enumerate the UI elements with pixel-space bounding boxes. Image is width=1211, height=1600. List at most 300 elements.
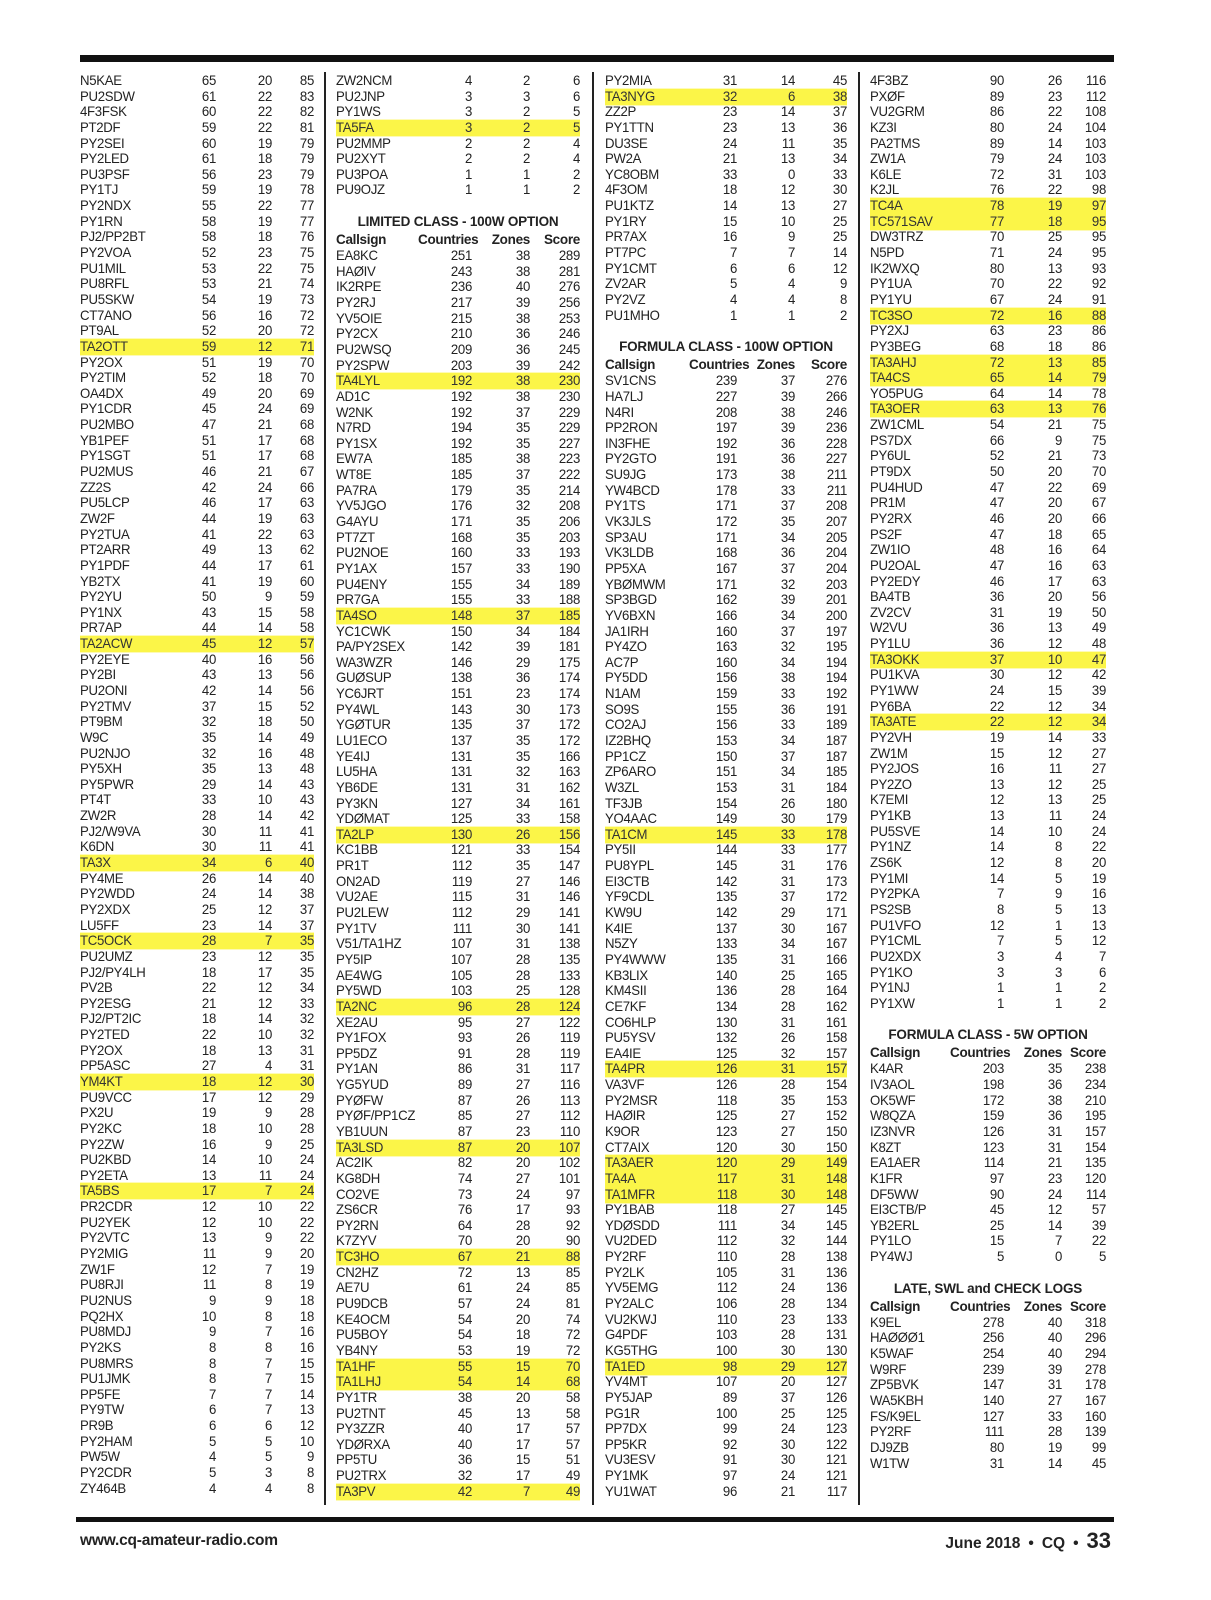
callsign: PT9BM (80, 713, 123, 730)
callsign: PY2RJ (336, 294, 376, 311)
callsign: VK3LDB (605, 544, 654, 561)
result-row (605, 245, 847, 261)
countries: 5 (996, 1248, 1004, 1265)
countries: 61 (201, 150, 216, 167)
zones: 30 (780, 920, 795, 937)
countries: 53 (201, 260, 216, 277)
countries: 49 (201, 541, 216, 558)
score: 281 (558, 263, 580, 280)
result-row (605, 213, 847, 229)
callsign: PU1KTZ (605, 197, 654, 214)
score: 184 (558, 623, 580, 639)
countries: 89 (989, 88, 1004, 104)
score: 205 (825, 529, 847, 546)
callsign: PA7RA (336, 482, 377, 499)
countries: 132 (715, 1029, 737, 1046)
zones: 31 (515, 779, 530, 796)
countries: 112 (451, 904, 472, 921)
score: 25 (832, 229, 847, 245)
score: 40 (299, 854, 314, 871)
score: 187 (825, 748, 847, 764)
countries: 76 (457, 1201, 472, 1218)
score: 63 (299, 494, 314, 511)
score: 85 (299, 72, 314, 89)
countries: 256 (982, 1330, 1004, 1346)
result-row (80, 1042, 314, 1058)
callsign: TA1HF (336, 1358, 376, 1374)
zones: 10 (257, 1026, 272, 1043)
zones: 31 (1047, 1139, 1062, 1155)
callsign: PP7DX (605, 1420, 647, 1437)
zones: 14 (257, 807, 272, 824)
score: 43 (299, 776, 314, 793)
score: 60 (299, 573, 314, 589)
zones: 29 (515, 654, 530, 671)
result-row (80, 902, 314, 918)
score: 276 (825, 372, 847, 389)
score: 150 (825, 1139, 847, 1155)
countries: 192 (450, 372, 472, 389)
zones: 11 (781, 135, 795, 151)
zones: 35 (515, 419, 530, 436)
callsign: TA1MFR (605, 1186, 655, 1202)
zones: 36 (515, 670, 530, 686)
result-row (605, 1139, 847, 1155)
section-title: FORMULA CLASS - 5W OPTION (888, 1027, 1088, 1043)
zones: 19 (1047, 197, 1062, 214)
zones: 20 (515, 1154, 530, 1171)
countries: 70 (989, 229, 1004, 245)
zones: 9 (264, 1230, 272, 1246)
score: 131 (825, 1326, 847, 1343)
callsign: PU8YPL (605, 857, 654, 874)
callsign: PY1AN (336, 1061, 378, 1077)
score: 113 (559, 1092, 580, 1109)
callsign: PU2XYT (336, 150, 386, 167)
zones: 17 (257, 557, 272, 574)
callsign: PY2VZ (605, 291, 646, 308)
zones: 39 (515, 638, 530, 655)
result-row (336, 1061, 580, 1077)
callsign: ZW2NCM (336, 72, 393, 89)
highlighted-result-row (80, 1183, 314, 1199)
result-row (80, 526, 314, 542)
countries: 210 (450, 325, 472, 342)
callsign: PY4WJ (870, 1248, 913, 1265)
zones: 6 (264, 1417, 272, 1434)
zones: 23 (257, 244, 272, 261)
callsign: TC3HO (336, 1248, 380, 1265)
highlighted-result-row (870, 198, 1106, 214)
result-row (605, 607, 847, 623)
countries: 126 (982, 1123, 1004, 1140)
zones: 6 (787, 88, 795, 104)
callsign: PY1KB (870, 807, 912, 824)
highlighted-result-row (336, 1249, 580, 1265)
score: 104 (1084, 119, 1106, 136)
zones: 26 (780, 795, 795, 811)
score: 25 (832, 213, 847, 230)
score: 56 (299, 682, 314, 699)
score: 7 (1098, 948, 1106, 965)
zones: 34 (780, 1217, 795, 1234)
countries: 40 (201, 651, 216, 668)
result-row (605, 451, 847, 467)
section-spacer (336, 198, 580, 212)
result-row (870, 1314, 1106, 1330)
highlighted-result-row (870, 213, 1106, 229)
callsign: PXØF (870, 88, 905, 104)
score: 227 (558, 435, 580, 452)
zones: 13 (1047, 620, 1062, 636)
result-row (80, 1152, 314, 1168)
result-row (870, 542, 1106, 558)
countries: 1 (729, 307, 737, 323)
result-row (80, 88, 314, 104)
countries: 41 (201, 573, 216, 589)
countries: 168 (450, 529, 472, 546)
section-spacer (605, 323, 847, 337)
zones: 2 (522, 119, 530, 136)
callsign: PR1M (870, 494, 906, 511)
score: 63 (299, 510, 314, 527)
result-row (80, 1089, 314, 1105)
countries: 55 (201, 197, 216, 214)
zones: 8 (264, 1308, 272, 1324)
countries: 47 (201, 416, 216, 433)
zones: 12 (780, 182, 795, 198)
callsign: PU2MUS (80, 463, 134, 480)
result-row (870, 730, 1106, 746)
score: 174 (558, 685, 580, 702)
score: 184 (825, 779, 847, 796)
score: 67 (1091, 494, 1106, 511)
callsign: IK2RPE (336, 279, 382, 295)
score: 39 (1091, 1217, 1106, 1234)
result-row (80, 464, 314, 480)
zones: 30 (780, 1342, 795, 1359)
zones: 14 (257, 870, 272, 887)
zones: 27 (780, 1107, 795, 1124)
result-row (870, 1155, 1106, 1171)
countries: 12 (989, 917, 1004, 933)
countries: 72 (989, 307, 1004, 323)
countries: 80 (989, 1439, 1004, 1456)
zones: 37 (515, 466, 530, 483)
zones: 28 (780, 1076, 795, 1093)
page-number: 33 (1086, 1528, 1111, 1553)
callsign: PY2WDD (80, 885, 135, 902)
result-row (80, 511, 314, 527)
callsign: YDØMAT (336, 810, 390, 827)
callsign: PU4HUD (870, 479, 923, 496)
zones: 10 (257, 792, 272, 808)
result-row (80, 432, 314, 448)
countries: 192 (450, 404, 472, 420)
score: 97 (565, 1186, 580, 1202)
callsign: YM4KT (80, 1073, 123, 1090)
highlighted-result-row (870, 714, 1106, 730)
score: 158 (825, 1029, 847, 1046)
callsign: W9C (80, 729, 109, 746)
zones: 11 (258, 823, 272, 840)
score: 49 (1091, 620, 1106, 636)
result-row (80, 1371, 314, 1387)
callsign: G4PDF (605, 1326, 648, 1343)
zones: 14 (1047, 1455, 1062, 1471)
column-header: Countries (950, 1045, 1011, 1061)
callsign: TA3LSD (336, 1139, 384, 1155)
callsign: PY1NJ (870, 979, 910, 996)
zones: 14 (1047, 369, 1062, 386)
result-row (870, 120, 1106, 136)
countries: 131 (450, 779, 472, 796)
result-row (336, 1389, 580, 1405)
callsign: TA3OKK (870, 651, 920, 668)
countries: 47 (989, 479, 1004, 496)
result-row (80, 245, 314, 261)
countries: 49 (201, 385, 216, 402)
score: 24 (299, 1167, 314, 1184)
result-row (336, 1233, 580, 1249)
result-row (336, 357, 580, 373)
countries: 239 (715, 372, 737, 389)
result-row (870, 1124, 1106, 1140)
countries: 97 (989, 1170, 1004, 1187)
countries: 46 (201, 463, 216, 480)
zones: 31 (780, 1170, 795, 1187)
result-row (605, 1045, 847, 1061)
result-row (870, 995, 1106, 1011)
score: 2 (572, 166, 580, 183)
result-row (336, 1108, 580, 1124)
result-row (870, 135, 1106, 151)
countries: 43 (201, 604, 216, 621)
callsign: YB2ERL (870, 1217, 919, 1234)
countries: 91 (722, 1452, 737, 1468)
countries: 121 (450, 842, 472, 858)
score: 141 (558, 904, 580, 921)
callsign: PY2MIA (605, 72, 652, 89)
zones: 12 (1047, 713, 1062, 730)
score: 188 (558, 591, 580, 608)
score: 68 (299, 416, 314, 433)
result-row (870, 855, 1106, 871)
score: 66 (1091, 510, 1106, 527)
zones: 17 (257, 964, 272, 980)
result-row (336, 1124, 580, 1140)
result-row (336, 717, 580, 733)
callsign: PJ2/PT2IC (80, 1011, 142, 1027)
zones: 22 (1047, 275, 1062, 292)
countries: 107 (715, 1373, 737, 1390)
zones: 22 (257, 119, 272, 136)
callsign: PY1MK (605, 1467, 649, 1484)
countries: 194 (450, 419, 472, 436)
countries: 17 (201, 1183, 216, 1199)
zones: 28 (780, 998, 795, 1015)
result-row (870, 245, 1106, 261)
score: 197 (825, 623, 847, 639)
zones: 20 (515, 1233, 530, 1249)
countries: 8 (996, 901, 1004, 918)
callsign: TA2ACW (80, 635, 133, 652)
score: 126 (825, 1389, 847, 1406)
footer-bullet: • (1073, 1535, 1079, 1552)
countries: 2 (464, 135, 472, 151)
countries: 4 (208, 1448, 216, 1465)
score: 116 (559, 1076, 580, 1093)
callsign: ZP5BVK (870, 1376, 919, 1393)
zones: 32 (780, 1045, 795, 1062)
zones: 12 (1047, 666, 1062, 683)
zones: 16 (257, 651, 272, 668)
section-spacer (870, 1265, 1106, 1279)
callsign: ZP6ARO (605, 763, 656, 780)
countries: 51 (201, 432, 216, 449)
zones: 24 (257, 401, 272, 417)
countries: 52 (201, 322, 216, 339)
zones: 37 (780, 623, 795, 639)
result-row (605, 858, 847, 874)
zones: 37 (515, 607, 530, 624)
score: 79 (299, 135, 314, 151)
score: 191 (825, 701, 847, 718)
countries: 125 (450, 810, 472, 827)
score: 63 (1091, 573, 1106, 589)
result-row (605, 873, 847, 889)
zones: 2 (522, 135, 530, 151)
callsign: YC8OBM (605, 166, 659, 183)
score: 179 (825, 810, 847, 827)
countries: 3 (464, 88, 472, 104)
countries: 44 (201, 557, 216, 574)
zones: 12 (257, 995, 272, 1012)
countries: 14 (989, 823, 1004, 840)
score: 95 (1091, 229, 1106, 245)
score: 195 (1084, 1107, 1106, 1124)
countries: 52 (201, 244, 216, 261)
result-row (80, 354, 314, 370)
callsign: PU5LCP (80, 494, 130, 511)
result-row (80, 495, 314, 511)
score: 2 (1098, 979, 1106, 996)
zones: 27 (515, 1014, 530, 1030)
score: 223 (558, 451, 580, 467)
zones: 13 (515, 1405, 530, 1421)
callsign: HAØIR (605, 1107, 646, 1124)
score: 48 (299, 760, 314, 777)
countries: 33 (201, 792, 216, 808)
callsign: PP2RON (605, 419, 658, 436)
countries: 14 (201, 1151, 216, 1168)
zones: 28 (780, 982, 795, 999)
results-column-4 (870, 73, 1106, 1471)
countries: 110 (716, 1248, 737, 1265)
callsign: K7EMI (870, 792, 909, 808)
countries: 36 (989, 635, 1004, 652)
countries: 79 (989, 150, 1004, 167)
callsign: PY1UA (870, 275, 912, 292)
result-row (870, 980, 1106, 996)
result-row (870, 683, 1106, 699)
score: 42 (1091, 666, 1106, 683)
zones: 13 (1047, 792, 1062, 808)
zones: 33 (1047, 1408, 1062, 1424)
zones: 20 (780, 1373, 795, 1390)
result-row (870, 1092, 1106, 1108)
callsign: PY1TR (336, 1389, 378, 1406)
result-row (80, 1199, 314, 1215)
result-row (336, 248, 580, 264)
zones: 22 (1047, 103, 1062, 120)
zones: 35 (515, 435, 530, 452)
countries: 13 (201, 1230, 216, 1246)
callsign: YB6DE (336, 779, 378, 796)
result-row (605, 920, 847, 936)
column-header: Callsign (870, 1045, 921, 1061)
score: 230 (558, 388, 580, 405)
countries: 6 (208, 1417, 216, 1434)
callsign: PY1MI (870, 870, 909, 887)
callsign: KG5THG (605, 1342, 658, 1359)
zones: 13 (257, 666, 272, 683)
result-row (605, 276, 847, 292)
zones: 15 (515, 1452, 530, 1468)
result-row (336, 905, 580, 921)
zones: 14 (257, 917, 272, 933)
score: 110 (559, 1123, 580, 1140)
result-row (605, 373, 847, 389)
callsign: PS2F (870, 526, 902, 542)
zones: 19 (257, 213, 272, 230)
section-spacer (870, 1011, 1106, 1025)
zones: 25 (780, 1405, 795, 1421)
zones: 23 (1047, 322, 1062, 339)
score: 167 (1084, 1392, 1106, 1409)
countries: 131 (450, 763, 472, 780)
callsign: CT7AIX (605, 1139, 650, 1155)
score: 31 (299, 1057, 314, 1074)
callsign: PU2KBD (80, 1151, 131, 1168)
countries: 147 (982, 1376, 1004, 1393)
callsign: PU2SDW (80, 88, 135, 104)
highlighted-result-row (336, 1139, 580, 1155)
score: 318 (1084, 1314, 1106, 1331)
result-row (870, 792, 1106, 808)
result-row (870, 292, 1106, 308)
result-row (336, 166, 580, 182)
result-row (605, 404, 847, 420)
score: 4 (572, 150, 580, 167)
result-row (336, 435, 580, 451)
result-row (80, 276, 314, 292)
zones: 14 (1047, 729, 1062, 746)
countries: 65 (201, 72, 216, 89)
zones: 39 (780, 419, 795, 436)
highlighted-result-row (605, 1061, 847, 1077)
countries: 168 (715, 544, 737, 561)
score: 112 (1085, 88, 1106, 104)
callsign: PY3ZZR (336, 1420, 385, 1437)
countries: 3 (464, 103, 472, 120)
callsign: CO6HLP (605, 1014, 656, 1030)
countries: 95 (457, 1014, 472, 1030)
countries: 156 (715, 716, 737, 733)
zones: 19 (257, 573, 272, 589)
result-row (80, 1293, 314, 1309)
callsign: YB4NY (336, 1342, 378, 1359)
